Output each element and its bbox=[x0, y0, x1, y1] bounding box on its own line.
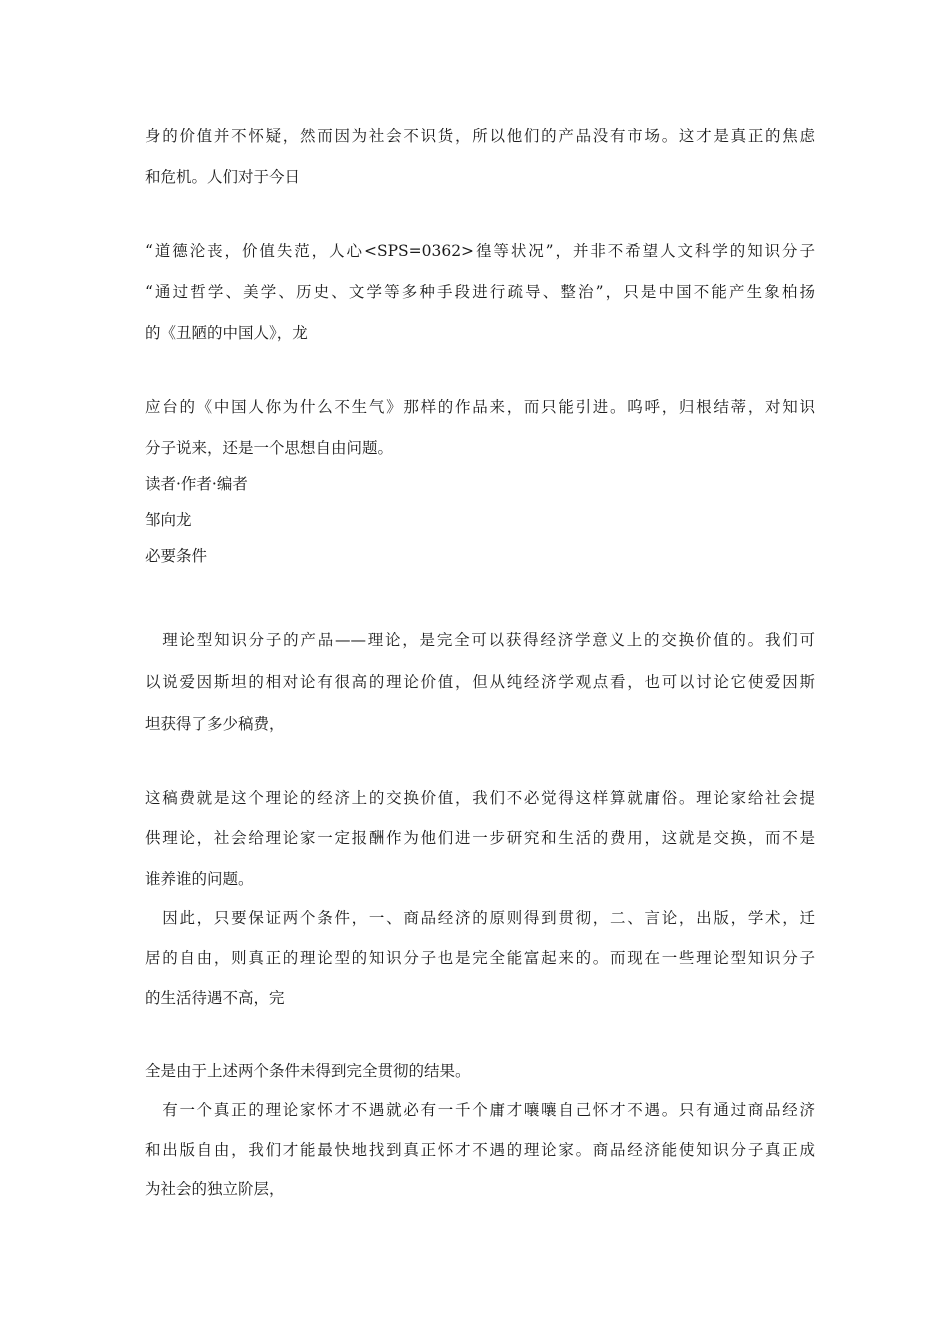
text-line: “道德沦丧，价值失范，人心<SPS=0362>徨等状况”，并非不希望人文科学的知识分子 bbox=[145, 242, 815, 260]
text-line: 理论型知识分子的产品——理论，是完全可以获得经济学意义上的交换价值的。我们可 bbox=[145, 631, 815, 649]
author-name: 邹向龙 bbox=[145, 511, 192, 529]
text-line: 谁养谁的问题。 bbox=[145, 870, 254, 888]
text-line: 供理论，社会给理论家一定报酬作为他们进一步研究和生活的费用，这就是交换，而不是 bbox=[145, 829, 815, 847]
text-line: 因此，只要保证两个条件，一、商品经济的原则得到贯彻，二、言论，出版，学术，迁 bbox=[145, 909, 815, 927]
text-line: 和危机。人们对于今日 bbox=[145, 168, 301, 186]
text-line: 的生活待遇不高，完 bbox=[145, 989, 285, 1007]
text-line: “通过哲学、美学、历史、文学等多种手段进行疏导、整治”，只是中国不能产生象柏扬 bbox=[145, 283, 815, 301]
text-line: 以说爱因斯坦的相对论有很高的理论价值，但从纯经济学观点看，也可以讨论它使爱因斯 bbox=[145, 673, 815, 691]
text-line: 为社会的独立阶层， bbox=[145, 1180, 285, 1198]
text-line: 全是由于上述两个条件未得到完全贯彻的结果。 bbox=[145, 1062, 471, 1080]
section-label: 读者·作者·编者 bbox=[145, 475, 248, 493]
text-line: 坦获得了多少稿费， bbox=[145, 715, 285, 733]
text-line: 身的价值并不怀疑，然而因为社会不识货，所以他们的产品没有市场。这才是真正的焦虑 bbox=[145, 127, 815, 145]
text-line: 有一个真正的理论家怀才不遇就必有一千个庸才嚷嚷自己怀才不遇。只有通过商品经济 bbox=[145, 1101, 815, 1119]
text-line: 这稿费就是这个理论的经济上的交换价值，我们不必觉得这样算就庸俗。理论家给社会提 bbox=[145, 789, 815, 807]
text-line: 的《丑陋的中国人》，龙 bbox=[145, 324, 308, 342]
text-line: 居的自由，则真正的理论型的知识分子也是完全能富起来的。而现在一些理论型知识分子 bbox=[145, 949, 815, 967]
article-title: 必要条件 bbox=[145, 547, 208, 565]
text-line: 和出版自由，我们才能最快地找到真正怀才不遇的理论家。商品经济能使知识分子真正成 bbox=[145, 1141, 815, 1159]
text-line: 应台的《中国人你为什么不生气》那样的作品来，而只能引进。呜呼，归根结蒂，对知识 bbox=[145, 398, 815, 416]
text-line: 分子说来，还是一个思想自由问题。 bbox=[145, 439, 394, 457]
